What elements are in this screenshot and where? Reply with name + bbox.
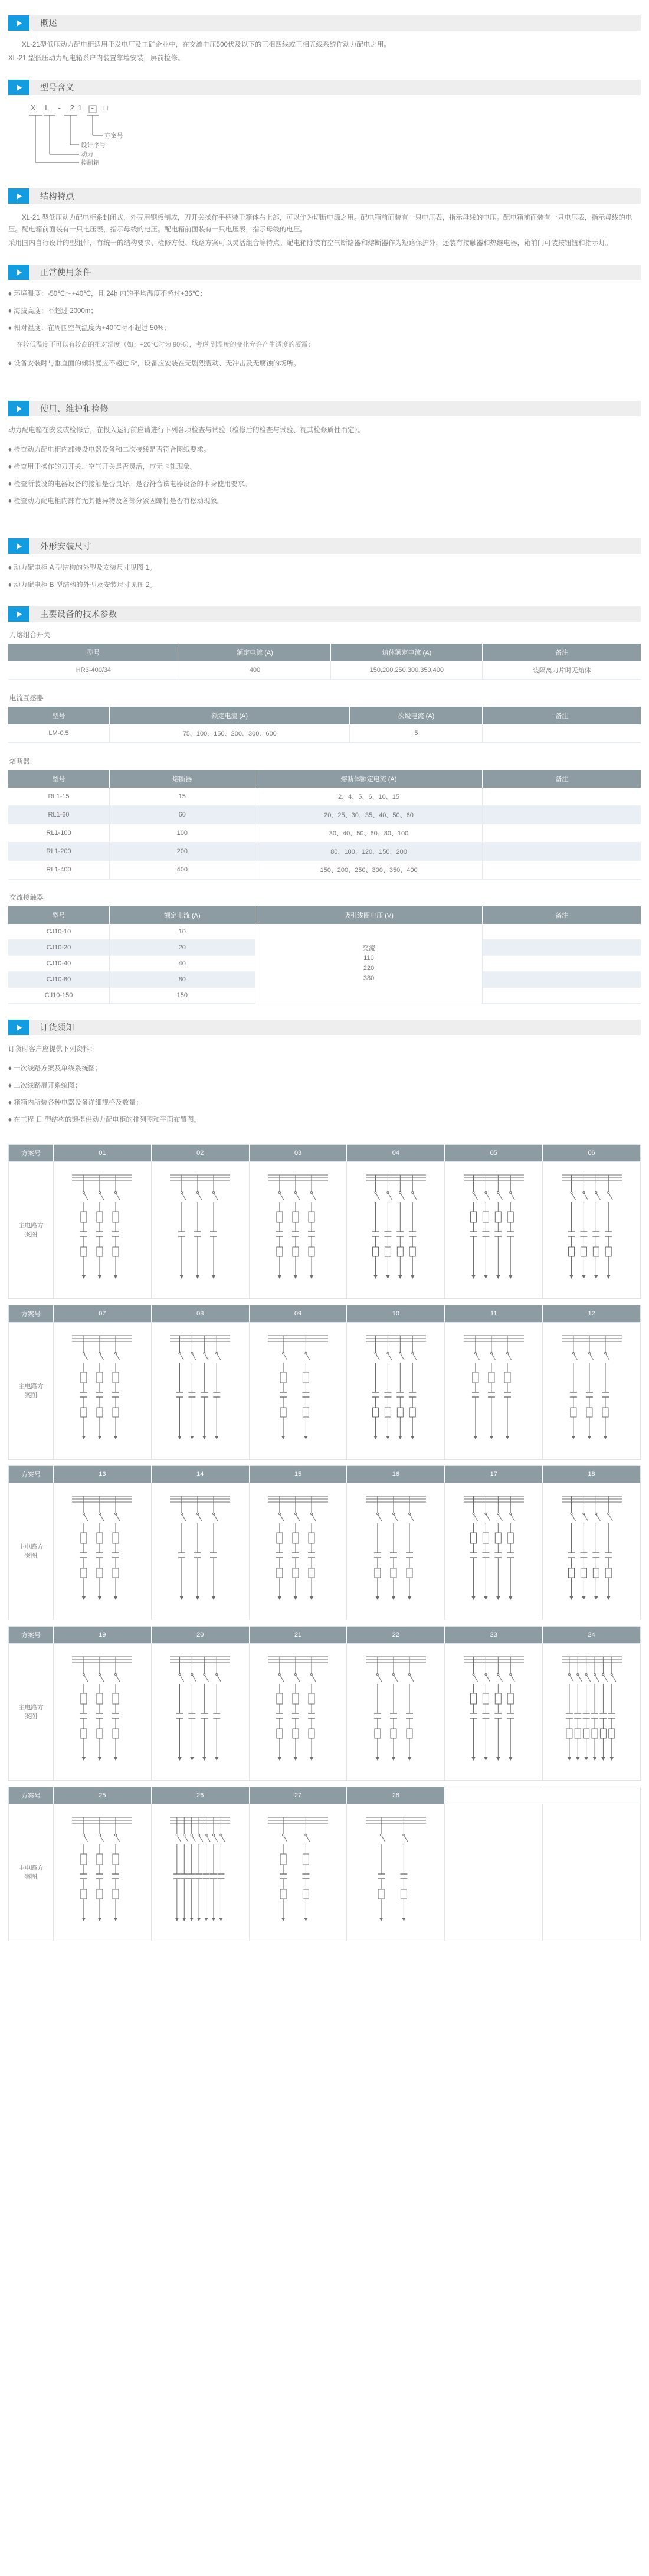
scheme-diagram-row [9,1644,641,1781]
circuit-schematic [361,1487,431,1617]
scheme-diagram-16[interactable] [347,1483,445,1620]
table-caption: 刀熔组合开关 [9,632,50,639]
table-cell-model: CJ10-20 [8,940,110,956]
column-header: 次级电流 (A) [350,707,483,724]
scheme-side-label: 主电路方案图 [9,1804,54,1941]
circuit-schematic [165,1647,235,1777]
model-label-0: 方案号 [104,132,123,139]
scheme-diagram-row [9,1323,641,1460]
scheme-diagram-row [9,1483,641,1620]
scheme-number-23[interactable]: 23 [445,1627,543,1644]
table-cell-current: 40 [110,956,255,972]
maintenance-item-1: ♦ 检查用于操作的刀开关、空气开关是否灵活，应无卡轧现象。 [8,463,197,471]
overview-paragraph-1: XL-21型低压动力配电柜适用于发电厂及工矿企业中，在交流电压500伏及以下的三相四线或三相五线系统作动力配电之用。 [22,41,391,48]
scheme-diagram-02[interactable] [151,1162,249,1299]
table-cell: LM-0.5 [8,724,110,743]
ordering-item-1: ♦ 二次线路展开系统图； [8,1082,82,1089]
scheme-number-17[interactable]: 17 [445,1466,543,1483]
circuit-schematic [361,1808,431,1938]
maintenance-item-2: ♦ 检查所装设的电器设备的接触是否良好，是否符合该电器设备的本身使用要求。 [8,481,251,488]
table-row [8,843,641,861]
model-leader-lines [8,103,256,173]
circuit-schematic [263,1326,333,1456]
scheme-diagram-10[interactable] [347,1323,445,1460]
table-row [8,788,641,806]
scheme-number-26[interactable]: 26 [151,1787,249,1804]
scheme-diagram-04[interactable] [347,1162,445,1299]
scheme-table [8,1144,641,1299]
scheme-diagram-22[interactable] [347,1644,445,1781]
table-contactor [8,906,641,1004]
scheme-number-25[interactable]: 25 [54,1787,152,1804]
scheme-diagram-07[interactable] [54,1323,152,1460]
circuit-schematic [557,1165,627,1295]
table-cell: 100 [110,824,255,843]
maintenance-intro: 动力配电箱在安装或检修后，在投入运行前应请进行下列各项检查与试验（检修后的检查与试验、视其检修质性而定）。 [8,427,365,434]
table-cell-model: CJ10-80 [8,972,110,988]
table-cell: RL1-200 [8,843,110,861]
circuit-schematic [459,1487,529,1617]
table-cell: 150、200、250、300、350、400 [255,861,483,880]
table-cell-current: 150 [110,988,255,1004]
section-title: 主要设备的技术参数 [40,609,117,619]
column-header: 熔断器 [110,770,255,788]
scheme-header-row [9,1787,641,1804]
table-cell: 60 [110,806,255,824]
circuit-schematic [361,1326,431,1456]
scheme-table [8,1305,641,1460]
scheme-number-label: 方案号 [9,1627,54,1644]
circuit-schematic [165,1165,235,1295]
section-title: 型号含义 [40,83,74,92]
scheme-diagram-17[interactable] [445,1483,543,1620]
circuit-schematic [459,1326,529,1456]
scheme-number-12[interactable]: 12 [543,1305,641,1323]
scheme-diagram-20[interactable] [151,1644,249,1781]
scheme-side-label: 主电路方案图 [9,1644,54,1781]
maintenance-item-0: ♦ 检查动力配电柜内部装设电器设备和二次接线是否符合图纸要求。 [8,446,211,453]
scheme-header-row [9,1627,641,1644]
column-header: 额定电流 (A) [179,644,330,661]
scheme-diagram-grid [8,1144,641,1941]
condition-item-4: ♦ 设备安装时与垂直面的倾斜度应不超过 5°，设备应安装在无剧烈震动、无冲击及无腐蚀的场所。 [8,360,300,367]
scheme-number-19[interactable]: 19 [54,1627,152,1644]
scheme-number-label: 方案号 [9,1466,54,1483]
scheme-number-04[interactable]: 04 [347,1145,445,1162]
column-header: 备注 [483,707,641,724]
table-row [8,824,641,843]
table-row [8,806,641,824]
section-title: 正常使用条件 [40,267,91,277]
table-cell-remark [483,972,641,988]
section-header-conditions [8,265,641,280]
table-cell-remark [483,956,641,972]
table-header-row [8,644,641,661]
ordering-item-3: ♦ 在工程 日 型结构的馈提供动力配电柜的排列图和平面布置图。 [8,1116,201,1124]
table-cell: RL1-15 [8,788,110,806]
scheme-number-03[interactable]: 03 [249,1145,347,1162]
table-cell [483,724,641,743]
scheme-number-15[interactable]: 15 [249,1466,347,1483]
scheme-diagram-03[interactable] [249,1162,347,1299]
table-cell: 5 [350,724,483,743]
section-header-ordering [8,1020,641,1035]
table-cell-current: 10 [110,924,255,940]
scheme-diagram-05[interactable] [445,1162,543,1299]
circuit-schematic [459,1647,529,1777]
table-cell: RL1-60 [8,806,110,824]
column-header: 型号 [8,644,179,661]
section-title: 使用、维护和检修 [40,404,109,413]
scheme-number-05[interactable]: 05 [445,1145,543,1162]
table-header-row [8,906,641,924]
circuit-schematic [263,1808,333,1938]
scheme-header-row [9,1466,641,1483]
structure-paragraph-1: XL-21 型低压动力配电柜系封闭式，外壳用钢板制成，刀开关操作手柄装于箱体右上部，可以作为切断电源之用。配电箱前面装有一只电压表，指示母线的电压。配电箱前面装有一只电压表，指示母线的电压。配电箱前面装有一只电压表，指示母线的电压。配电箱前面装有一只电压表，指示母线的电压。 [8,214,632,233]
table-cell: 2、4、5、6、10、15 [255,788,483,806]
column-header: 熔断体额定电流 (A) [255,770,483,788]
section-header-maintenance [8,401,641,416]
circuit-schematic [557,1326,627,1456]
scheme-number-13[interactable]: 13 [54,1466,152,1483]
section-header-model [8,80,641,95]
scheme-number-14[interactable]: 14 [151,1466,249,1483]
scheme-number-label: 方案号 [9,1145,54,1162]
circuit-schematic [67,1647,137,1777]
scheme-diagram-19[interactable] [54,1644,152,1781]
structure-paragraph-2: 采用国内自行设计的型组件，有统一的结构要求、检修方便、线路方案可以灵活组合等特点。配电箱除装有空气断路器和熔断器作为短路保护外，还装有接触器和热继电器，箱前门可装按钮钮和指示灯。 [8,240,612,247]
coil-voltage-line: 380 [363,975,375,982]
scheme-diagram-12[interactable] [543,1323,641,1460]
scheme-side-label: 主电路方案图 [9,1162,54,1299]
table-header-row [8,707,641,724]
table-row [8,924,641,940]
scheme-number-07[interactable]: 07 [54,1305,152,1323]
scheme-number-08[interactable]: 08 [151,1305,249,1323]
table-cell: HR3-400/34 [8,661,179,680]
play-triangle-icon [8,606,30,622]
circuit-schematic [165,1326,235,1456]
circuit-schematic [165,1487,235,1617]
table-cell [483,788,641,806]
table-cell: 80、100、120、150、200 [255,843,483,861]
column-header: 型号 [8,707,110,724]
play-triangle-icon [8,15,30,31]
table-cell-current: 20 [110,940,255,956]
table-cell [483,806,641,824]
scheme-number-09[interactable]: 09 [249,1305,347,1323]
table-cell: 400 [110,861,255,880]
column-header: 备注 [483,906,641,924]
scheme-diagram-24[interactable] [543,1644,641,1781]
column-header: 型号 [8,770,110,788]
scheme-diagram-14[interactable] [151,1483,249,1620]
column-header: 熔体额定电流 (A) [331,644,483,661]
table-row [8,861,641,880]
condition-item-0: ♦ 环境温度：-50℃～+40℃，且 24h 内的平均温度不超过+36℃； [8,290,207,298]
scheme-table [8,1787,641,1941]
column-header: 吸引线圈电压 (V) [255,906,483,924]
table-cell: RL1-100 [8,824,110,843]
scheme-diagram-11[interactable] [445,1323,543,1460]
scheme-number-18[interactable]: 18 [543,1466,641,1483]
ordering-item-0: ♦ 一次线路方案及单线系统图； [8,1065,102,1072]
condition-item-3: 在较低温度下可以有较高的相对湿度（如：+20℃时为 90%），考虑 到温度的变化允许产生适度的凝露； [17,341,314,348]
table-caption: 电流互感器 [9,695,44,702]
section-title: 订货须知 [40,1023,74,1032]
circuit-schematic [361,1647,431,1777]
table-cell [483,843,641,861]
table-cell: 15 [110,788,255,806]
circuit-schematic [459,1165,529,1295]
table-cell: RL1-400 [8,861,110,880]
model-label-1: 设计序号 [81,142,106,149]
table-header-row [8,770,641,788]
scheme-number-20[interactable]: 20 [151,1627,249,1644]
table-cell-current: 80 [110,972,255,988]
scheme-side-label: 主电路方案图 [9,1483,54,1620]
condition-item-2: ♦ 相对湿度：在周围空气温度为+40℃时不超过 50%； [8,325,171,332]
play-triangle-icon [8,401,30,416]
table-cell: 75、100、150、200、300、600 [110,724,350,743]
scheme-number-01[interactable]: 01 [54,1145,152,1162]
table-cell-remark [483,988,641,1004]
section-header-params [8,606,641,622]
condition-item-1: ♦ 海拔高度：不超过 2000m； [8,308,97,315]
ordering-item-2: ♦ 箱箱内所装各种电器设备详细规格及数量； [8,1099,143,1106]
dimension-item-1: ♦ 动力配电柜 B 型结构的外型及安装尺寸见图 2。 [8,582,157,589]
scheme-header-row [9,1305,641,1323]
table-cell: 装隔离刀片时无熔体 [483,661,641,680]
circuit-schematic [557,1487,627,1617]
scheme-number-21[interactable]: 21 [249,1627,347,1644]
scheme-number-28[interactable]: 28 [347,1787,445,1804]
ordering-intro: 订货时客户应提供下列资料： [8,1046,97,1053]
scheme-diagram-21[interactable] [249,1644,347,1781]
scheme-diagram-empty [543,1804,641,1941]
section-header-structure [8,188,641,204]
circuit-schematic [263,1165,333,1295]
column-header: 额定电流 (A) [110,707,350,724]
column-header: 额定电流 (A) [110,906,255,924]
parameter-table [8,644,641,680]
circuit-schematic [361,1165,431,1295]
parameter-table [8,707,641,743]
scheme-diagram-27[interactable] [249,1804,347,1941]
scheme-diagram-15[interactable] [249,1483,347,1620]
scheme-diagram-28[interactable] [347,1804,445,1941]
scheme-diagram-01[interactable] [54,1162,152,1299]
circuit-schematic [67,1165,137,1295]
play-triangle-icon [8,538,30,554]
scheme-diagram-09[interactable] [249,1323,347,1460]
scheme-side-label: 主电路方案图 [9,1323,54,1460]
column-header: 备注 [483,644,641,661]
table-cell-model: CJ10-40 [8,956,110,972]
section-title: 结构特点 [40,191,74,201]
model-designation-diagram [8,103,641,173]
scheme-diagram-13[interactable] [54,1483,152,1620]
scheme-diagram-26[interactable] [151,1804,249,1941]
section-title: 外形安装尺寸 [40,541,91,551]
scheme-table [8,1626,641,1781]
scheme-diagram-18[interactable] [543,1483,641,1620]
scheme-number-11[interactable]: 11 [445,1305,543,1323]
scheme-diagram-06[interactable] [543,1162,641,1299]
scheme-number-16[interactable]: 16 [347,1466,445,1483]
section-header-dimensions [8,538,641,554]
circuit-schematic [263,1647,333,1777]
model-code-text: X L - 21 - □ [31,103,112,112]
scheme-header-row [9,1145,641,1162]
circuit-schematic [263,1487,333,1617]
table-cell: 30、40、50、60、80、100 [255,824,483,843]
column-header: 型号 [8,906,110,924]
play-triangle-icon [8,80,30,95]
scheme-diagram-row [9,1162,641,1299]
circuit-schematic [67,1808,137,1938]
table-cell: 150,200,250,300,350,400 [331,661,483,680]
section-title: 概述 [40,18,57,28]
section-header-overview [8,15,641,31]
scheme-diagram-23[interactable] [445,1644,543,1781]
table-caption-contactor: 交流接触器 [9,894,44,902]
circuit-schematic [67,1326,137,1456]
scheme-diagram-25[interactable] [54,1804,152,1941]
scheme-diagram-08[interactable] [151,1323,249,1460]
column-header: 备注 [483,770,641,788]
maintenance-item-3: ♦ 检查动力配电柜内部有无其他异物及各部分紧固螺钉是否有松动现象。 [8,498,224,505]
play-triangle-icon [8,265,30,280]
table-cell: 200 [110,843,255,861]
scheme-number-empty [543,1787,641,1804]
scheme-number-empty [445,1787,543,1804]
parameter-tables-container [8,630,641,880]
table-row [8,724,641,743]
scheme-number-24[interactable]: 24 [543,1627,641,1644]
scheme-number-27[interactable]: 27 [249,1787,347,1804]
play-triangle-icon [8,188,30,204]
scheme-number-02[interactable]: 02 [151,1145,249,1162]
table-cell-remark [483,924,641,940]
dimension-item-0: ♦ 动力配电柜 A 型结构的外型及安装尺寸见图 1。 [8,564,156,572]
table-cell: 20、25、30、35、40、50、60 [255,806,483,824]
circuit-schematic [557,1647,627,1777]
table-cell-model: CJ10-150 [8,988,110,1004]
scheme-diagram-empty [445,1804,543,1941]
scheme-table [8,1465,641,1620]
overview-paragraph-2: XL-21 型低压动力配电箱系户内装置靠墙安装，屏前检修。 [8,55,185,62]
parameter-table [8,770,641,880]
table-cell: 400 [179,661,330,680]
table-cell-remark [483,940,641,956]
scheme-number-06[interactable]: 06 [543,1145,641,1162]
circuit-schematic [67,1487,137,1617]
coil-voltage-line: 220 [363,965,375,972]
table-row [8,661,641,680]
table-caption: 熔断器 [9,758,30,765]
play-triangle-icon [8,1020,30,1035]
scheme-diagram-row [9,1804,641,1941]
scheme-number-22[interactable]: 22 [347,1627,445,1644]
circuit-schematic [165,1808,235,1938]
model-label-3: 控制箱 [81,159,100,166]
table-cell [483,861,641,880]
model-label-2: 动力 [81,151,93,158]
scheme-number-10[interactable]: 10 [347,1305,445,1323]
scheme-number-label: 方案号 [9,1787,54,1804]
table-cell-coil-voltage [255,924,483,1004]
coil-voltage-line: 交流 [362,945,376,952]
table-cell [483,824,641,843]
coil-voltage-line: 110 [363,955,374,962]
table-cell-model: CJ10-10 [8,924,110,940]
scheme-number-label: 方案号 [9,1305,54,1323]
